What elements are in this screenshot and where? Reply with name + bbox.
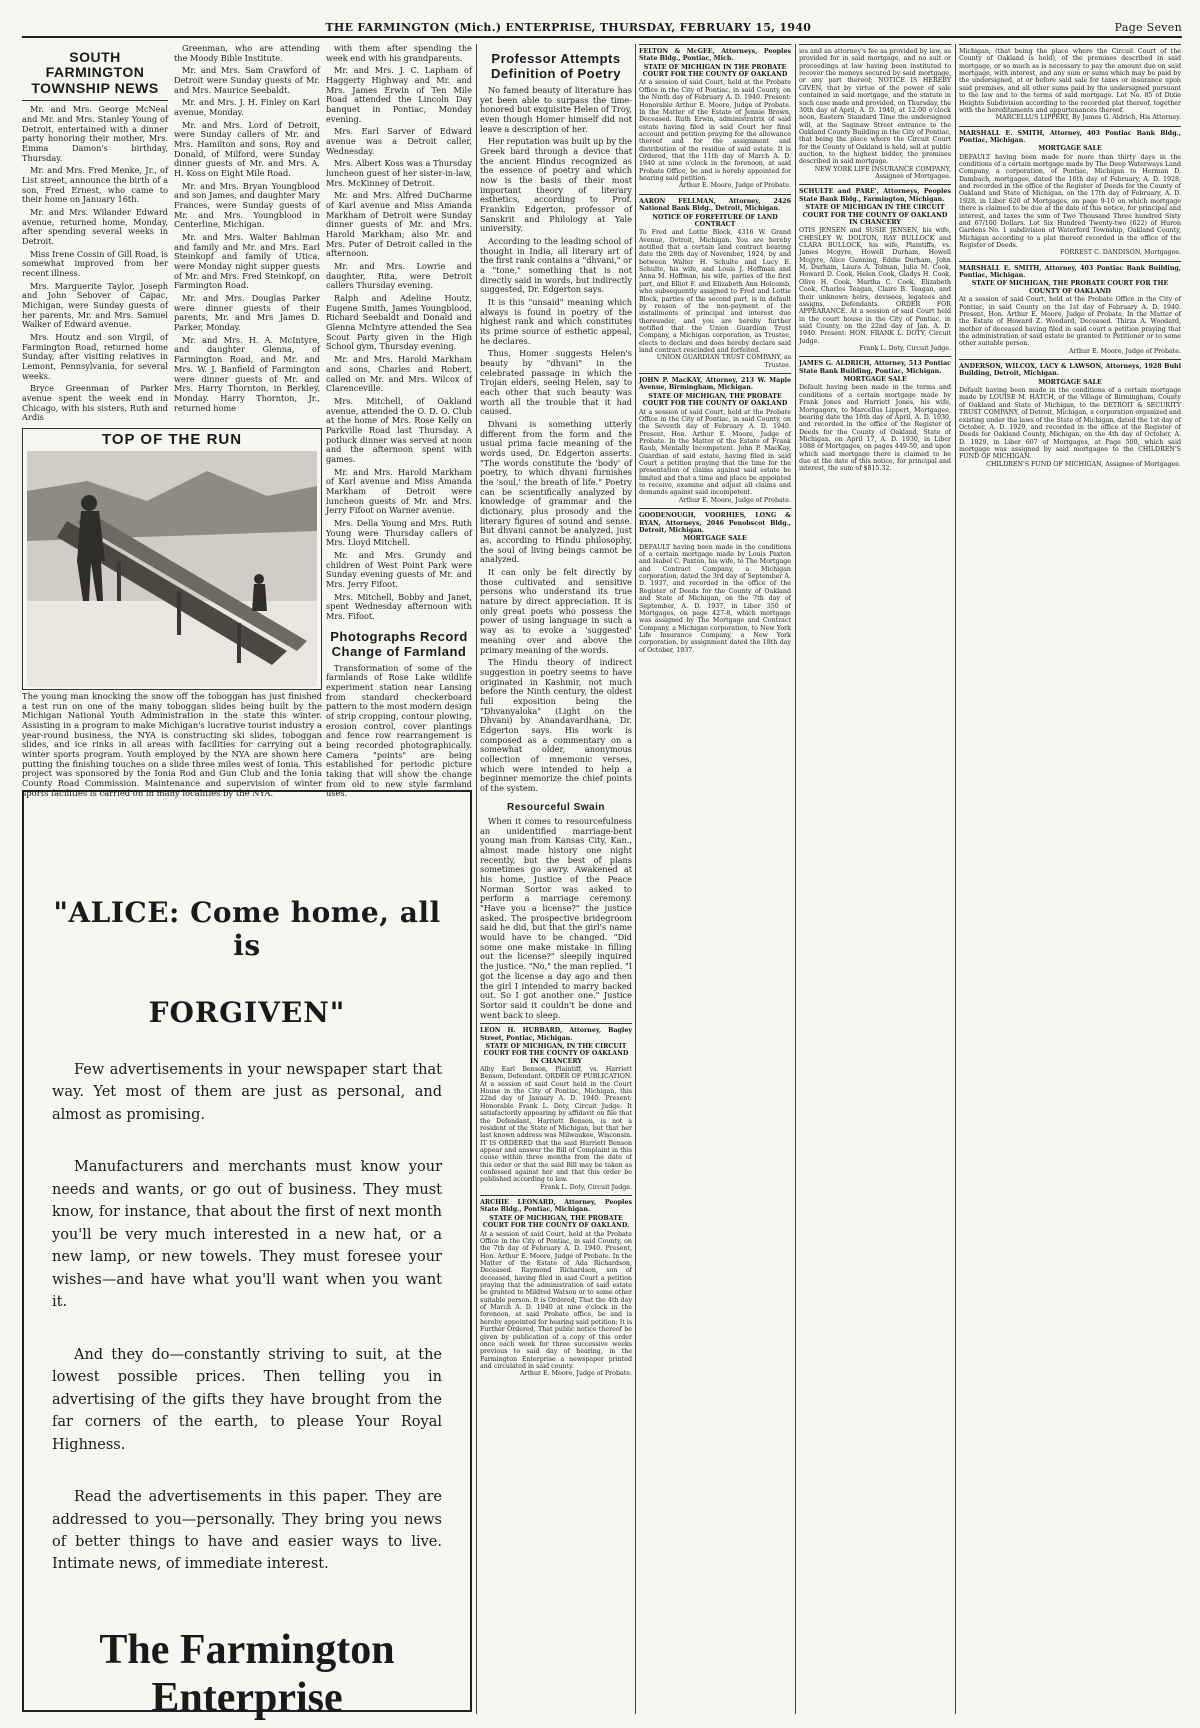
paragraph: No famed beauty of literature has yet been able to surpass the time-honored but exquisite Helen of Troy, even though Homer himself did not leave a description of her. xyxy=(480,84,632,134)
column-rule xyxy=(795,44,796,1714)
paragraph: It can only be felt directly by those cultivated and sensitive persons who understand its true nature by direct appreciation. It is only great poets who possess the power of using language in such a way as to evoke a 'suggested' meaning over and above the primary meaning of the words. xyxy=(480,567,632,655)
paragraph: Few advertisements in your newspaper start that way. Yet most of them are just as personal, and almost as promising. xyxy=(52,1062,442,1123)
professor-article-col xyxy=(480,44,632,1714)
legal-notice-title: STATE OF MICHIGAN, IN THE CIRCUIT COURT FOR THE COUNTY OF OAKLAND IN CHANCERY xyxy=(483,1042,629,1065)
legal-notice-header: AARON FELLMAN, Attorney, 2426 National Bank Bldg., Detroit, Michigan. xyxy=(639,197,791,213)
paragraph: Mr. and Mrs. Harold Markham of Karl avenue and Miss Amanda Markham of Detroit were luncheon guests of Mr. and Mrs. Jerry Fifoot on Warner avenue. xyxy=(326,466,472,516)
legal-notice-title: STATE OF MICHIGAN, THE PROBATE COURT FOR THE COUNTY OF OAKLAND xyxy=(971,280,1169,295)
legal-notice xyxy=(480,1023,632,1191)
column-rule xyxy=(476,44,477,1714)
paragraph: Mr. and Mrs. Bryan Youngblood and son James, and daughter Mary Frances, were Sunday guests of Mr. and Mrs. Youngblood in Centerline, Michigan. xyxy=(174,180,320,230)
toboggan-slide-photo xyxy=(27,451,317,687)
paragraph: Mr. and Mrs. Fred Menke, Jr., of List street, announce the birth of a son, Fred Ernest, who came to their home on January 16th. xyxy=(22,165,168,205)
legal-notice-body: To Fred and Lottie Block, 4316 W. Grand Avenue, Detroit, Michigan. You are hereby notified that a certain land contract bearing date the 28th day of November, 1924, by and between Walter H. Schulte and Lucy E. Schulte, his wife, and Louis J. Hoffman and Anna M. Hoffman, his wife, parties of the first part, and Elliot F. and Elizabeth Ann Holcomb, who subsequently assigned to Fred and Lottie Block, parties of the second part, is in default by reason of the non-payment of the installments of principal and interest due thereunder, and you are hereby further notified that the Union Guardian Trust Company, a Michigan corporation, as Trustee, elects to declare and does hereby declare said land contract rescinded and forfeited. xyxy=(639,229,791,355)
legal-notices-col-4 xyxy=(959,44,1181,1714)
page-masthead xyxy=(22,18,1182,38)
paragraph: Mr. and Mrs. J. H. Finley on Karl avenue, Monday. xyxy=(174,97,320,118)
paragraph: Greenman, who are attending the Moody Bible Institute. xyxy=(174,43,320,63)
legal-notice-header: JAMES G. ALDRICH, Attorney, 513 Pontiac State Bank Building, Pontiac, Michigan. xyxy=(799,360,951,375)
resourceful-headline: Resourceful Swain xyxy=(507,801,605,813)
legal-notice xyxy=(959,126,1181,257)
paragraph: Thus, Homer suggests Helen's beauty by "dhvani" in the celebrated passage in which the Trojan elders, seeing Helen, say to each other that such beauty was worth all the trouble that it had caused. xyxy=(480,348,632,417)
legal-notice-sig: Frank L. Doty, Circuit Judge. xyxy=(540,1183,632,1191)
enterprise-logo-line-1: The Farmington xyxy=(99,1626,395,1673)
legal-notice-body: ies and an attorney's fee as provided by law, as provided for in said mortgage, and no suit or proceedings at law having been instituted to recover the moneys secured by said mortgage, or any part thereof; NOTICE IS HEREBY GIVEN, that by virtue of the power of sale contained in said mortgage, and the statute in such case made and provided, on Thursday, the 30th day of April, A. D. 1940, at 12:00 o'clock noon, Eastern Standard Time the undersigned will, at the Saginaw Street entrance to the Oakland County Building in the City of Pontiac, that being the place where the Circuit Court for the County of Oakland is held, sell at public auction, to the highest bidder, the premises described in said mortgage. xyxy=(799,48,951,166)
column-rule xyxy=(635,44,636,1714)
legal-notice xyxy=(799,44,951,180)
photo-feature-caption: The young man knocking the snow off the toboggan has just finished a test run on one of the many toboggan slides being built by the Michigan National Youth Administration in the state this winter. Assisting in a program to make Michigan's lucrative tourist industry a year-round business, the NYA is constructing ski slides, toboggan slides, and ice rinks in all areas with facilities for carrying out a winter sports program. Youth employed by the NYA are shown here putting the finishing touches on a slide three miles west of Ionia. This project was sponsored by the Ionia Rod and Gun Club and the Ionia County Road Commission. Maintenance and supervision of winter sports facilities is carried on in many localities by the NYA. xyxy=(22,691,322,798)
legal-notice-body: DEFAULT having been made for more than thirty days in the conditions of a certain mortgage made by The Deep Waterways Land Company, a corporation, of Pontiac, Michigan to Herman D. Dambach, mortgagee, dated the 16th day of February, A. D. 1928, and recorded in the office of the Register of Deeds for the County of Oakland and State of Michigan, on the 17th day of February, A. D. 1928, in Liber 620 of Mortgages, on page 9-10 on which mortgage there is claimed to be due at the date of this notice, for principal and interest, and taxes the sum of Two Thousand Three hundred Sixty and 67/100 Dollars. Lot Six Hundred Twenty-two (622) of Huron Gardens No. 1 subdivision of Waterford Township, Oakland County, Michigan according to a plat thereof recorded in the office of the Register of Deeds. xyxy=(959,153,1181,249)
ad-headline-line-1: "ALICE: Come home, all is xyxy=(53,896,441,962)
legal-notice-sig: NEW YORK LIFE INSURANCE COMPANY, Assignee of Mortgagee. xyxy=(814,165,951,181)
legal-notice-header: MARSHALL E. SMITH, Attorney, 403 Pontiac Bank Building, Pontiac, Michigan. xyxy=(959,264,1181,280)
legal-notice-sig: UNION GUARDIAN TRUST COMPANY, as Trustee. xyxy=(656,354,791,369)
legal-notice-title: STATE OF MICHIGAN, THE PROBATE COURT FOR THE COUNTY OF OAKLAND. xyxy=(482,1214,630,1230)
paragraph: Mr. and Mrs. Wilander Edward avenue, returned home, Monday, after spending several weeks in Detroit. xyxy=(22,206,168,246)
masthead-page-number: Page Seven xyxy=(1114,20,1182,34)
photo-feature xyxy=(22,428,322,690)
legal-notice-body: Michigan, (that being the place where the Circuit Court of the County of Oakland is held), of the premises described in said mortgage, or so much as is necessary to pay the amount due on said mortgage, with interest, and any sum or sums which may be paid by the undersigned, at or before said sale for taxes or insurance upon said premises, and all other sums paid by the undersigned pursuant to the law and to the terms of said mortgage. Lot No. 85 of Dixie Heights Subdivision according to the recorded plat thereof, together with the hereditaments and appurtenances thereof. xyxy=(959,48,1181,114)
legal-notice-title: STATE OF MICHIGAN IN THE CIRCUIT COURT FOR THE COUNTY OF OAKLAND IN CHANCERY xyxy=(802,204,948,226)
paragraph: According to the leading school of thought in India, all literary art of the first rank contains a "dhvani," or a "tone," something that is not directly said in words, but indirectly suggested, Dr. Edgerton says. xyxy=(480,235,632,295)
resourceful-body: When it comes to resourcefulness an unidentified marriage-bent young man from Kansas City, Kan., almost made history one night recently, but the best of plans sometimes go awry. Awakened at his home, Justice of the Peace Norman Sortor was asked to perform a marriage ceremony. "Have you a license?" the justice asked. The prospective bridegroom said he did, but that the girl's name would have to be changed. "Did some one make mistake in filling out the license?" sleepily inquired the justice. "No," the man replied. "I got the license a day ago and then the girl I intended to marry backed out. So I got another one." Justice Sortor said it couldn't be done and went back to sleep. xyxy=(480,816,632,1020)
paragraph: Read the advertisements in this paper. They are addressed to you—personally. They bring you news of better things to have and easier ways to live. Intimate news, of immediate interest. xyxy=(52,1489,442,1573)
legal-notice-header: GOODENOUGH, VOORHIES, LONG & RYAN, Attorneys, 2046 Penobscot Bldg., Detroit, Michigan. xyxy=(639,512,791,534)
township-news-headline: SOUTH FARMINGTON TOWNSHIP NEWS xyxy=(22,50,168,101)
paragraph: Mr. and Mrs. George McNeal and Mr. and Mrs. Stanley Young of Detroit, entertained with a dinner party honoring their mother, Mrs. Emma Damon's birthday, Thursday. xyxy=(22,104,168,163)
legal-notice xyxy=(639,373,791,504)
legal-notice-sig: MARCELLUS LIPPERT, By James G. Aldrich, His Attorney. xyxy=(995,114,1181,122)
paragraph: Mr. and Mrs. Walter Bahlman and family and Mr. and Mrs. Earl Steinkopf and family of Utica, were Monday night supper guests of Mr. and Mrs. Fred Steinkopf, on Farmington Road. xyxy=(174,232,320,291)
paragraph: Mr. and Mrs. J. C. Lapham of Haggerty Highway and Mr. and Mrs. James Erwin of Ten Mile Road attended the Lincoln Day banquet in Pontiac, Monday evening. xyxy=(326,65,472,124)
legal-notice-body: Alby Earl Benson, Plaintiff, vs. Harriett Benson, Defendant. ORDER OF PUBLICATION. At a session of said Court held in the Court House in the City of Pontiac, Michigan, this 22nd day of January A. D. 1940. Present: Honorable Frank L. Doty, Circuit Judge. It satisfactorily appearing by affidavit on file that the Defendant, Harriett Benson, is not a resident of the State of Michigan, but that her last known address was Milwaukee, Wisconsin. IT IS ORDERED that the said Harriett Benson appear and answer the Bill of Complaint in this cause within three months from the date of this order or that the said Bill may be taken as confessed against her and that this order be published according to law. xyxy=(480,1065,632,1184)
legal-notices-col-2 xyxy=(639,44,791,1714)
masthead-title: THE FARMINGTON (Mich.) ENTERPRISE, THURSDAY, FEBRUARY 15, 1940 xyxy=(325,20,812,34)
paragraph: Mr. and Mrs. Lord of Detroit, were Sunday callers of Mr. and Mrs. Hamilton and sons, Roy and Donald, of Milford, were Sunday dinner guests of Mr. and Mrs. A. H. Koss on Eight Mile Road. xyxy=(174,119,320,179)
legal-notice-header: SCHULTE and PARE', Attorneys, Peoples State Bank Bldg., Farmington, Michigan. xyxy=(799,188,951,203)
paragraph: Mr. and Mrs. Grundy and children of West Point Park were Sunday evening guests of Mr. and Mrs. Jerry Fifoot. xyxy=(326,549,472,589)
legal-notice-body: At a session of said Court, held at the Probate Office in the City of Pontiac, in said County, on the 7th day of February A. D. 1940. Present, Hon. Arthur E. Moore, Judge of Probate. In the Matter of the Estate of Ada Richardson, Deceased. Raymond Richardson, son of deceased, having filed in said Court a petition praying that the administration of said estate be granted to Mildred Watson or to some other suitable person. It is Ordered, That the 4th day of March A. D. 1940 at nine o'clock in the forenoon, at said Probate office, be and is hereby appointed for hearing said petition; It is Further Ordered, That public notice thereof be given by publication of a copy of this order once each week for three successive weeks previous to said day of hearing, in the Farmington Enterprise a newspaper printed and circulated in said county. xyxy=(480,1230,632,1370)
column-rule xyxy=(955,44,956,1714)
paragraph: Mr. and Mrs. H. A. McIntyre, and daughter Glenna, of Farmington Road, and Mr. and Mrs. W. J. Banfield of Farmington were dinner guests of Mr. and Mrs. Harry Thornton, in Berkley, Monday. Harry Thornton, Jr., returned home xyxy=(174,334,320,413)
photographs-headline: Photographs Record Change of Farmland xyxy=(330,628,468,659)
legal-notice-sig: FORREST C. DANDISON, Mortgagee. xyxy=(1060,249,1181,257)
paragraph: Mrs. Mitchell, of Oakland avenue, attended the O. D. O. Club at the home of Mrs. Rose Kelly on Parkville Road last Thursday. A potluck dinner was served at noon and the afternoon spent with games. xyxy=(326,395,472,464)
township-news-col-3 xyxy=(326,43,472,799)
paragraph: Bryce Greenman of Parker avenue spent the week end in Chicago, with his sisters, Ruth and Ardis xyxy=(22,383,168,423)
township-news-col-1 xyxy=(22,44,168,422)
legal-notice-body: At a session of said Court, held at the Probate Office in the City of Pontiac, in said County, on the Ninth day of February A. D. 1940. Present: Honorable Arthur E. Moore, Judge of Probate. In the Matter of the Estate of Jennie Brown, Deceased. Ruth Erwin, administratrix of said estate having filed in said Court her final account and petition praying for the allowance thereof and for the assignment and distribution of the residue of said estate. It is Ordered, that the 11th day of March A. D. 1940 at nine o'clock in the forenoon, at said Probate Office, be and is hereby appointed for hearing said petition. xyxy=(639,79,791,183)
paragraph: Mr. and Mrs. Douglas Parker were dinner guests of their parents, Mr. and Mrs James D. Parker, Monday. xyxy=(174,293,320,333)
paragraph: with them after spending the week end with his grandparents. xyxy=(326,43,472,63)
legal-notice-sig: Arthur E. Moore, Judge of Probate. xyxy=(678,496,791,504)
legal-notice-title: MORTGAGE SALE xyxy=(683,535,747,543)
legal-notice-title: STATE OF MICHIGAN, THE PROBATE COURT FOR THE COUNTY OF OAKLAND xyxy=(642,392,788,408)
paragraph: Manufacturers and merchants must know your needs and wants, or go out of business. They must know, for instance, that about the first of next month you'll be very much interested in a new hat, or a new lamp, or new towels. They must foresee your wishes—and have what you'll want when you want it. xyxy=(52,1159,442,1311)
paragraph: Miss Irene Cossin of Gill Road, is somewhat improved from her recent illness. xyxy=(22,248,168,278)
legal-notice-header: LEON H. HUBBARD, Attorney, Bagley Street, Pontiac, Michigan. xyxy=(480,1027,632,1042)
professor-headline: Professor Attempts Definition of Poetry xyxy=(491,51,621,81)
enterprise-logo-line-2: Enterprise xyxy=(151,1674,343,1721)
legal-notice xyxy=(799,184,951,352)
legal-notice xyxy=(959,44,1181,122)
paragraph: It is this "unsaid" meaning which always is found in poetry of the highest rank and which constitutes its prime source of esthetic appeal, he declares. xyxy=(480,296,632,346)
paragraph: Mr. and Mrs. Harold Markham and sons, Charles and Robert, called on Mr. and Mrs. Wilcox of Clarenceville. xyxy=(326,354,472,394)
legal-notice xyxy=(639,508,791,654)
paragraph: Mrs. Houtz and son Virgil, of Farmington Road, returned home Sunday, after visiting relatives in Lemont, Pennsylvania, for several weeks. xyxy=(22,331,168,381)
legal-notice-body: At a session of said Court, held at the Probate Office in the City of Pontiac, in said County on the 1st day of February A. D. 1940. Present, Hon. Arthur E. Moore, Judge of Probate. In the Matter of the Estate of Howard Z. Woodard, Deceased. Thirza A. Woodard, mother of deceased having filed in said court a petition praying that the administration of said estate be granted to Petitioner or to some other suitable person. xyxy=(959,296,1181,348)
paragraph: Mrs. Albert Koss was a Thursday luncheon guest of her sister-in-law, Mrs. McKinney of Detroit. xyxy=(326,158,472,188)
legal-notice xyxy=(959,261,1181,355)
legal-notice-header: ANDERSON, WILCOX, LACY & LAWSON, Attorneys, 1928 Buhl Building, Detroit, Michigan. xyxy=(959,363,1181,378)
legal-notice-title: NOTICE OF FORFEITURE OF LAND CONTRACT xyxy=(652,213,778,228)
paragraph: The Hindu theory of indirect suggestion in poetry seems to have originated in Kashmir, not much before the Ninth century, the oldest full exposition being the "Dhvanyaloka" (Light on the Dhvani) by Anandavardhana, Dr. Edgerton says. His work is composed as a commentary on a somewhat older, anonymous collection of mnemonic verses, which were intended to help a beginner memorize the chief points of the system. xyxy=(480,657,632,793)
alice-advertisement xyxy=(22,790,472,1721)
paragraph: Mrs. Mitchell, Bobby and Janet, spent Wednesday afternoon with Mrs. Fifoot. xyxy=(326,591,472,621)
legal-notice-body: Default having been made in the terms and conditions of a certain mortgage made by Frank Jones and Harriett Jones, his wife, Mortgagors, to Marcellus Lippert, Mortgagee, bearing date the 16th day of April, A. D. 1930, and recorded in the office of the Register of Deeds for the County of Oakland, State of Michigan, on April 17, A. D. 1930, in Liber 1088 of Mortgages, on pages 449-50, and upon which said mortgage there is claimed to be due at the date of this notice, for principal and interest, the sum of $815.32. xyxy=(799,384,951,473)
paragraph: Mr. and Mrs. Sam Crawford of Detroit were Sunday guests of Mr. and Mrs. Maurice Seebaldt. xyxy=(174,65,320,95)
legal-notice-body: OTIS JENSEN and SUSIE JENSEN, his wife, CHESLEY W. DOLTON, RAY BULLOCK and CLARA BULLOCK, his wife, Plaintiffs, vs. James Mcgyre, Howell Durham, Howell Mcgyre, Alice Gunning, Eddie Durham, John M. Durham, Laura A. Tolman, Julia M. Cook, Howard D. Cook, Helen Cook, Gladys H. Cook, Olive H. Cook, Martha C. Cook, Elizabeth Cook, Charles Teagan, Claire B. Teagan, and their unknown heirs, devisees, legatees and assigns, Defendants. ORDER FOR APPEARANCE. At a session of said Court held in the court house in the City of Pontiac, in said County, on the 22nd day of Jan. A. D. 1940. Present: HON. FRANK L. DOTY, Circuit Judge. xyxy=(799,227,951,345)
legal-notice-title: MORTGAGE SALE xyxy=(1038,378,1102,386)
legal-notice xyxy=(799,356,951,472)
legal-notice-body: DEFAULT having been made in the conditions of a certain mortgage made by Louis Paxton and Isabel C. Paxton, his wife, to The Mortgage and Contract Company, a Michigan corporation, dated the 3rd day of September A. D. 1937, and recorded in the office of the Register of Deeds for the County of Oakland and State of Michigan, on the 7th day of September, A. D. 1937, in Liber 350 of Mortgages, on page 427-8, which mortgage was assigned by The Mortgage and Contract Company, a Michigan corporation, to New York Life Insurance Company, a New York corporation, by assignment dated the 18th day of October, 1937. xyxy=(639,543,791,654)
legal-notice-title: STATE OF MICHIGAN IN THE PROBATE COURT FOR THE COUNTY OF OAKLAND xyxy=(642,63,788,79)
legal-notice xyxy=(480,1195,632,1378)
legal-notice-body: At a session of said Court, held at the Probate Office in the City of Pontiac, in said County, on the Seventh day of February A. D. 1940. Present, Hon. Arthur E. Moore, Judge of Probate. In the Matter of the Estate of Frank Raub, Mentally Incompetent. John P. MacKay, Guardian of said estate, having filed in said Court a petition praying that the time for the presentation of claims against said estate be limited and that a time and place be appointed to receive, examine and adjust all claims and demands against said incompetent. xyxy=(639,408,791,497)
legal-notice xyxy=(639,194,791,369)
legal-notice-sig: Frank L. Doty, Circuit Judge. xyxy=(859,345,951,353)
paragraph: Mrs. Marguerite Taylor, Joseph and John Sebover of Capac, Michigan, were Sunday guests of her parents, Mr. and Mrs. Samuel Walker of Edward avenue. xyxy=(22,280,168,330)
paragraph: And they do—constantly striving to suit, at the lowest possible prices. Then telling you in advertising of the gifts they have brought from the far corners of the earth, to please Your Royal Highness. xyxy=(52,1346,442,1453)
legal-notice-header: MARSHALL E. SMITH, Attorney, 403 Pontiac Bank Bldg., Pontiac, Michigan. xyxy=(959,129,1181,144)
paragraph: Mr. and Mrs. Lowrie and daughter, Rita, were Detroit callers Thursday evening. xyxy=(326,261,472,291)
legal-notice-sig: Arthur E. Moore, Judge of Probate. xyxy=(519,1370,632,1378)
legal-notice xyxy=(639,44,791,190)
legal-notice-body: Default having been made in the conditions of a certain mortgage made by LOUISE M. HATCH, of the Village of Birmingham, County of Oakland and State of Michigan, to the DETROIT & SECURITY TRUST COMPANY, of Detroit, Michigan, a corporation organized and existing under the laws of the State of Michigan, dated the 1st day of October, A. D. 1929, and recorded in the office of the Register of Deeds for Oakland County, Michigan, on the 4th day of October, A. D. 1929, in Liber 607 of Mortgages, at Page 500, which said mortgage was assigned by said mortgagee to the CHILDREN'S FUND OF MICHIGAN. xyxy=(959,387,1181,461)
ad-headline-line-2: FORGIVEN" xyxy=(148,996,346,1029)
paragraph: Mrs. Earl Sarver of Edward avenue was a Detroit caller, Wednesday. xyxy=(326,126,472,156)
legal-notice-header: FELTON & McGEE, Attorneys, Peoples State Bldg., Pontiac, Mich. xyxy=(639,48,791,63)
photographs-body: Transformation of some of the farmlands of Rose Lake wildlife experiment station near Lansing from standard checkerboard pattern to the most modern design of strip cropping, contour plowing, erosion control, cover plantings and fence row rearrangement is being recorded photographically. Camera "points" are being established for periodic picture taking that will show the change from old to new style farmland uses. xyxy=(326,662,472,799)
paragraph: Mr. and Mrs. Alfred DuCharme of Karl avenue and Miss Amanda Markham of Detroit were Sunday dinner guests of Mr. and Mrs. Harold Markham; also Mr. and Mrs. Puter of Detroit called in the afternoon. xyxy=(326,190,472,259)
legal-notice xyxy=(959,359,1181,468)
township-news-col-2 xyxy=(174,44,320,422)
legal-notice-sig: Arthur E. Moore, Judge of Probate. xyxy=(1068,347,1181,355)
photo-feature-title: TOP OF THE RUN xyxy=(101,431,243,448)
legal-notices-col-3 xyxy=(799,44,951,1714)
legal-notice-title: MORTGAGE SALE xyxy=(843,376,907,384)
paragraph: Dhvani is something utterly different from the form and the usual prima facie meaning of the words used, Dr. Edgerton asserts. "The words constitute the 'body' of poetry, to which dhvani furnishes the 'soul,' the breath of life." Poetry can be scientifically analyzed by knowledge of grammar and the dictionary, plus prosody and the literary figures of sound and sense. But dhvani cannot be analyzed, just as, according to Hindu philosophy, the soul of living beings cannot be analyzed. xyxy=(480,419,632,565)
legal-notice-title: MORTGAGE SALE xyxy=(1038,145,1102,153)
legal-notice-header: ARCHIE LEONARD, Attorney, Peoples State Bldg., Pontiac, Michigan. xyxy=(480,1199,632,1214)
legal-notice-sig: Arthur E. Moore, Judge of Probate. xyxy=(678,182,791,190)
paragraph: Mrs. Della Young and Mrs. Ruth Young were Thursday callers of Mrs. Lloyd Mitchell. xyxy=(326,517,472,548)
paragraph: Her reputation was built up by the Greek bard through a device that the ancient Hindus recognized as the essence of poetry and which now is the basis of their most important theory of literary esthetics, according to Prof. Franklin Edgerton, professor of Sanskrit and Philology at Yale university. xyxy=(480,136,632,234)
legal-notice-sig: CHILDREN'S FUND OF MICHIGAN, Assignee of Mortgagee. xyxy=(986,460,1181,468)
paragraph: Ralph and Adeline Houtz, Eugene Smith, James Youngblood, Richard Seebaldt and Donald and Glenna McIntyre attended the Sea Scout Party given in the High School gym, Thursday evening. xyxy=(326,293,472,352)
legal-notice-header: JOHN P. MacKAY, Attorney, 213 W. Maple Avenue, Birmingham, Michigan. xyxy=(639,377,791,392)
